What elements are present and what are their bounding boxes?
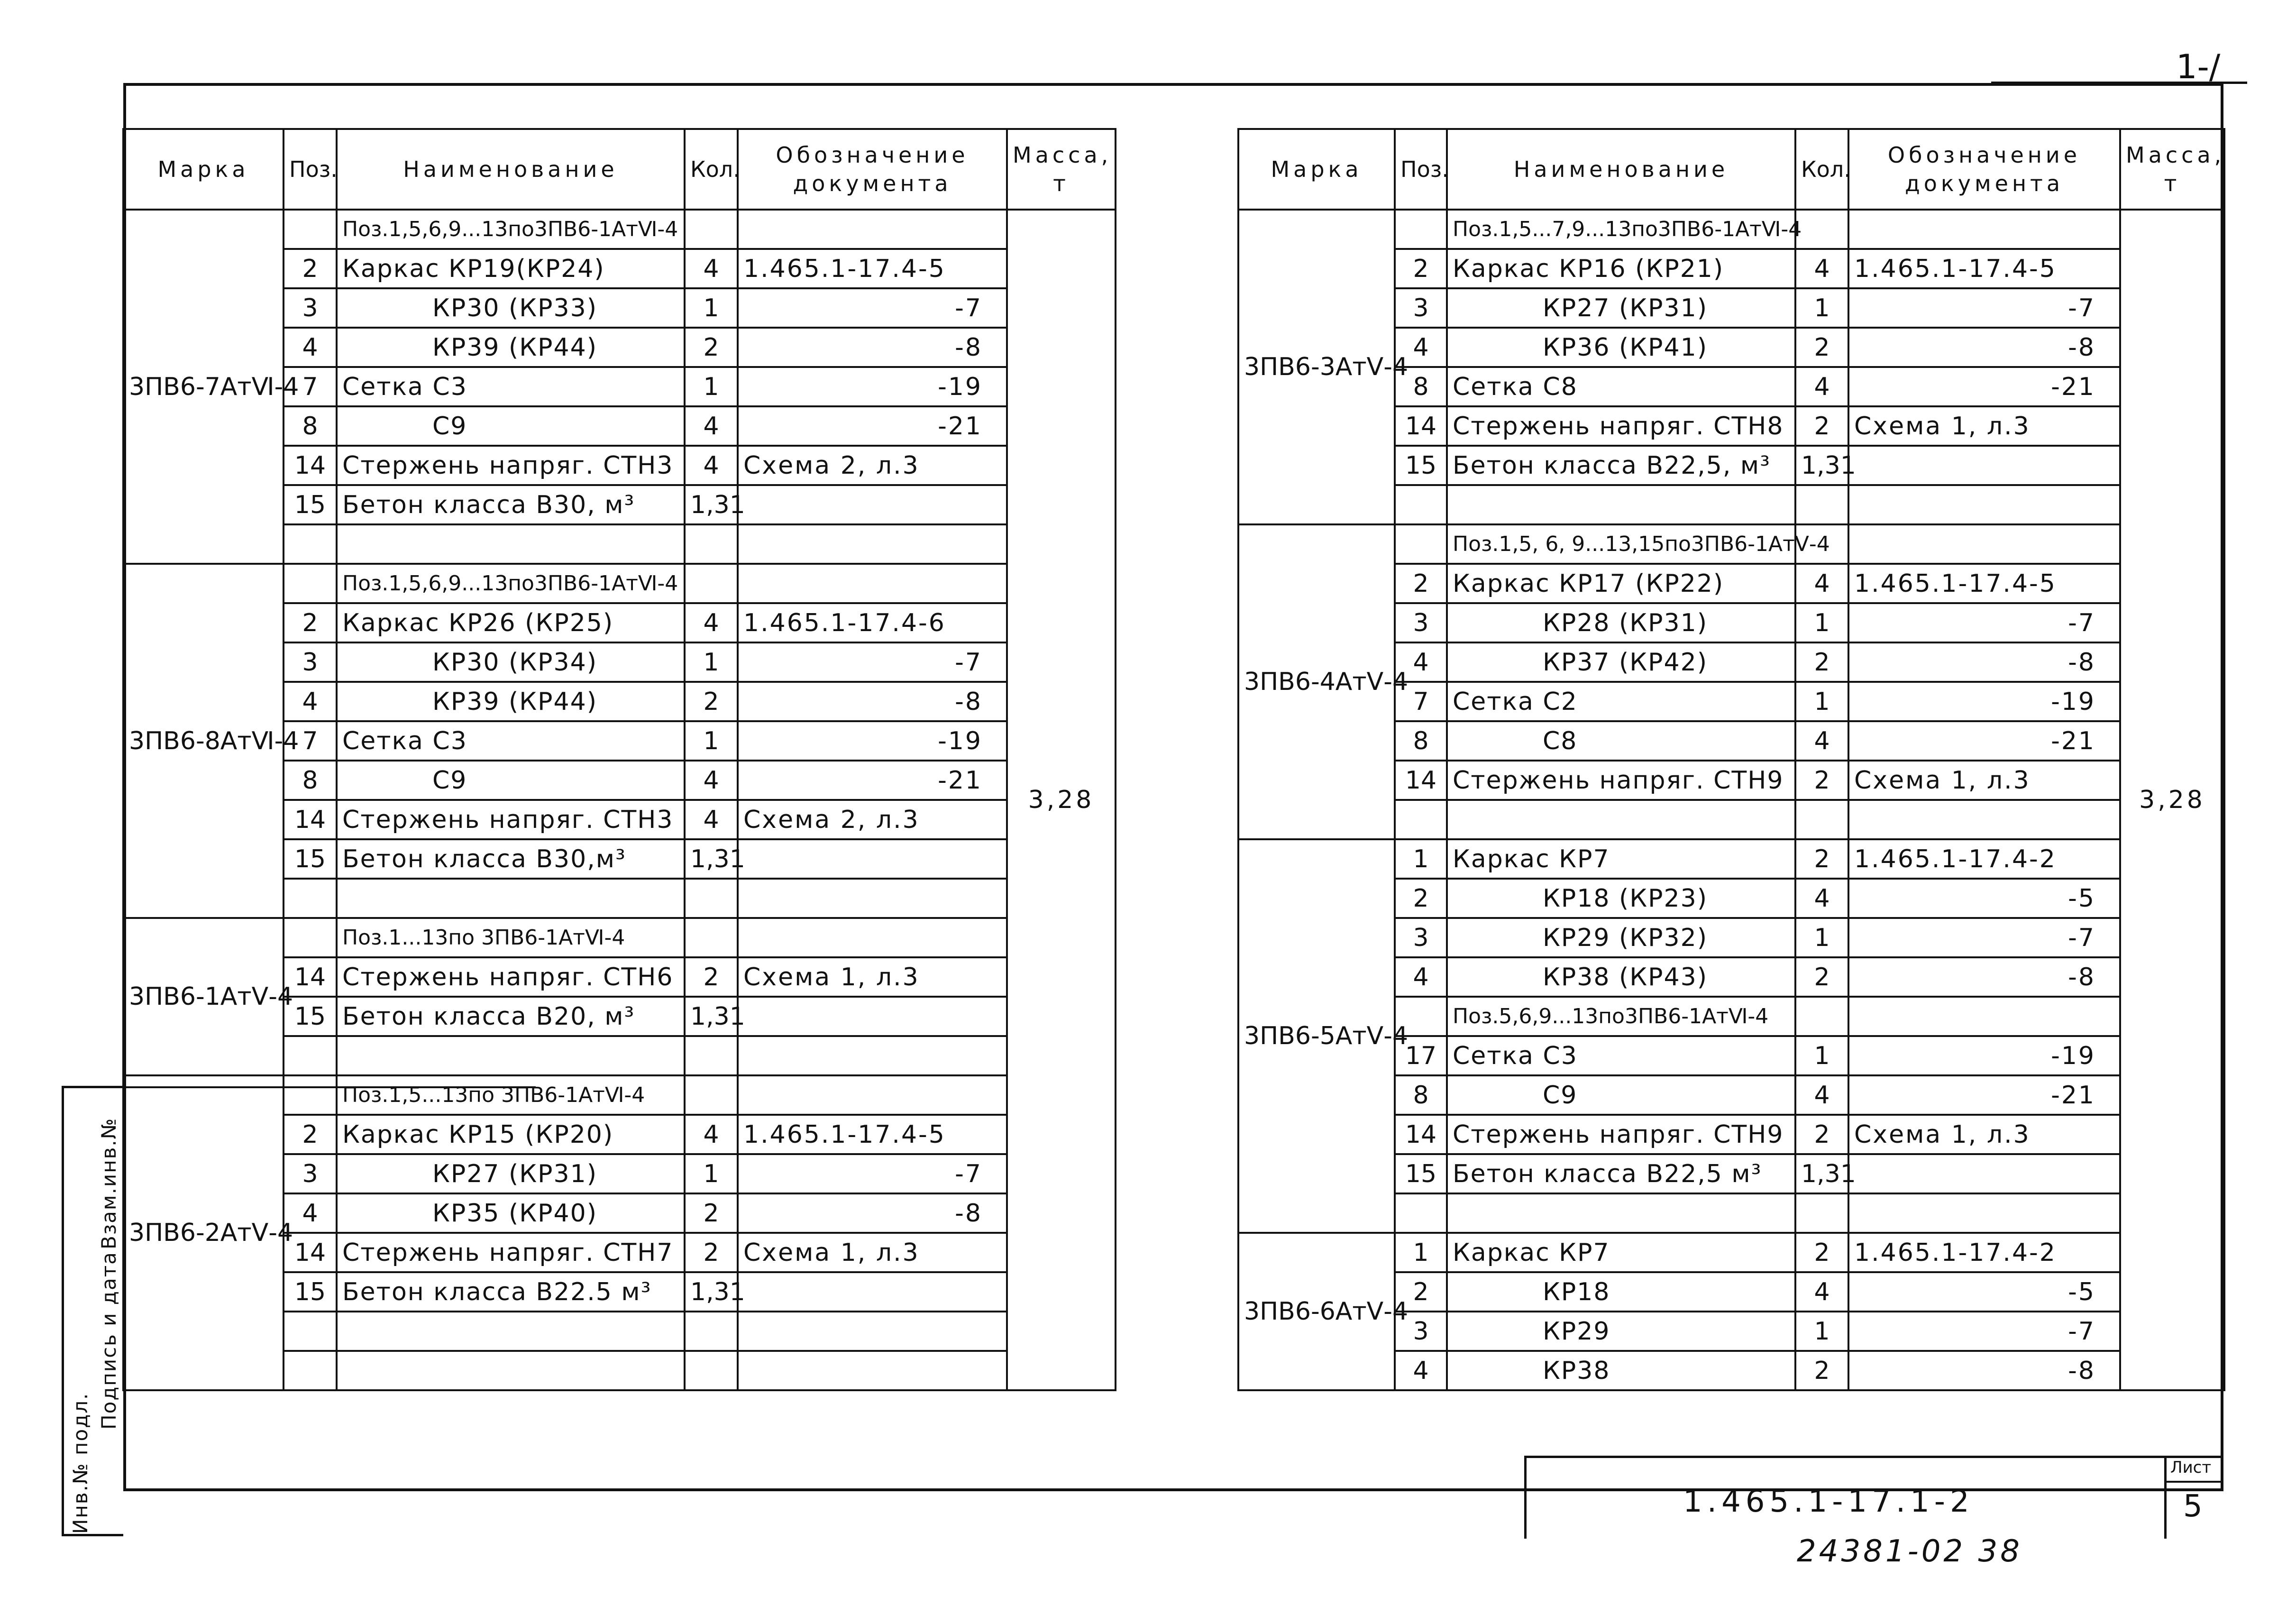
title-block — [1524, 1456, 2221, 1539]
name-cell: КР27 (КР31) — [337, 1154, 685, 1193]
position-cell — [1395, 524, 1447, 564]
name-cell: КР27 (КР31) — [1447, 288, 1795, 328]
quantity-cell — [685, 1312, 738, 1351]
col-header-qty: Кол. — [685, 129, 738, 210]
document-cell: 1.465.1-17.4-6 — [738, 603, 1007, 642]
document-cell: Схема 1, л.3 — [1848, 406, 2120, 446]
position-cell: 15 — [284, 1272, 337, 1312]
name-cell: С9 — [337, 761, 685, 800]
archive-number: 24381-02 38 — [1797, 1534, 2022, 1569]
position-cell — [1395, 800, 1447, 839]
quantity-cell: 2 — [1795, 642, 1848, 682]
document-cell: 1.465.1-17.4-2 — [1848, 839, 2120, 879]
document-cell — [738, 879, 1007, 918]
name-cell: Стержень напряг. СТН9 — [1447, 761, 1795, 800]
position-cell: 3 — [284, 1154, 337, 1193]
document-cell: -21 — [1848, 721, 2120, 761]
name-cell — [337, 1036, 685, 1075]
name-cell: КР30 (КР33) — [337, 288, 685, 328]
quantity-cell: 4 — [685, 1115, 738, 1154]
sheet-number: 5 — [2183, 1489, 2203, 1524]
document-cell — [738, 524, 1007, 564]
quantity-cell: 1 — [685, 642, 738, 682]
quantity-cell — [685, 524, 738, 564]
quantity-cell — [685, 1351, 738, 1390]
position-cell: 15 — [284, 997, 337, 1036]
quantity-cell: 4 — [685, 761, 738, 800]
name-cell — [337, 524, 685, 564]
document-cell: -19 — [738, 367, 1007, 406]
document-cell: Схема 1, л.3 — [1848, 761, 2120, 800]
position-cell: 2 — [284, 249, 337, 288]
quantity-cell: 1 — [1795, 682, 1848, 721]
position-cell: 2 — [284, 1115, 337, 1154]
position-cell: 15 — [284, 839, 337, 879]
document-cell: 1.465.1-17.4-5 — [738, 1115, 1007, 1154]
quantity-cell: 4 — [1795, 367, 1848, 406]
document-cell — [1848, 997, 2120, 1036]
col-header-name: Наименование — [337, 129, 685, 210]
document-cell: -5 — [1848, 1272, 2120, 1312]
side-stamp — [62, 1086, 123, 1536]
document-cell: -5 — [1848, 879, 2120, 918]
quantity-cell — [685, 210, 738, 249]
document-cell: -7 — [738, 1154, 1007, 1193]
position-cell: 4 — [1395, 1351, 1447, 1390]
col-header-marka: Марка — [123, 129, 284, 210]
name-cell: Стержень напряг. СТН3 — [337, 800, 685, 839]
quantity-cell: 2 — [1795, 839, 1848, 879]
col-header-name: Наименование — [1447, 129, 1795, 210]
document-cell: Схема 1, л.3 — [1848, 1115, 2120, 1154]
quantity-cell: 1,31 — [1795, 1154, 1848, 1193]
quantity-cell: 1 — [1795, 1036, 1848, 1075]
quantity-cell: 2 — [1795, 406, 1848, 446]
name-cell: КР30 (КР34) — [337, 642, 685, 682]
position-cell: 14 — [284, 446, 337, 485]
table-row — [123, 1075, 1116, 1115]
position-cell: 4 — [1395, 328, 1447, 367]
position-cell — [284, 524, 337, 564]
position-cell: 14 — [284, 957, 337, 997]
name-cell: Каркас КР7 — [1447, 839, 1795, 879]
document-cell — [1848, 524, 2120, 564]
position-cell: 1 — [1395, 1233, 1447, 1272]
position-cell: 4 — [284, 682, 337, 721]
document-cell: 1.465.1-17.4-2 — [1848, 1233, 2120, 1272]
position-cell: 1 — [1395, 839, 1447, 879]
name-cell: Поз.1,5,6,9...13по3ПВ6-1АтⅥ-4 — [337, 564, 685, 603]
name-cell: Стержень напряг. СТН8 — [1447, 406, 1795, 446]
quantity-cell: 4 — [1795, 249, 1848, 288]
quantity-cell — [1795, 485, 1848, 524]
document-cell: -7 — [1848, 918, 2120, 957]
right-spec-table — [1237, 128, 2225, 1391]
name-cell: Поз.1,5, 6, 9...13,15по3ПВ6-1АтⅤ-4 — [1447, 524, 1795, 564]
marka-cell: 3ПВ6-6АтⅤ-4 — [1238, 1233, 1395, 1390]
document-cell — [738, 1036, 1007, 1075]
document-cell: -7 — [1848, 1312, 2120, 1351]
document-cell: -8 — [1848, 328, 2120, 367]
quantity-cell: 2 — [685, 957, 738, 997]
name-cell: Стержень напряг. СТН9 — [1447, 1115, 1795, 1154]
name-cell — [337, 1312, 685, 1351]
name-cell — [1447, 485, 1795, 524]
quantity-cell: 4 — [1795, 879, 1848, 918]
name-cell: КР28 (КР31) — [1447, 603, 1795, 642]
side-stamp-inv: Инв.№ подл. — [69, 1392, 92, 1534]
quantity-cell: 2 — [685, 1233, 738, 1272]
name-cell: Бетон класса В22,5 м³ — [1447, 1154, 1795, 1193]
name-cell: Стержень напряг. СТН6 — [337, 957, 685, 997]
document-cell — [738, 918, 1007, 957]
name-cell: Бетон класса В22.5 м³ — [337, 1272, 685, 1312]
quantity-cell: 1,31 — [685, 1272, 738, 1312]
marka-cell: 3ПВ6-4АтⅤ-4 — [1238, 524, 1395, 839]
sheet-label: Лист — [2170, 1458, 2212, 1477]
name-cell: Поз.1,5,6,9...13по3ПВ6-1АтⅥ-4 — [337, 210, 685, 249]
quantity-cell: 2 — [1795, 761, 1848, 800]
document-cell: Схема 2, л.3 — [738, 446, 1007, 485]
position-cell: 2 — [1395, 564, 1447, 603]
name-cell: КР37 (КР42) — [1447, 642, 1795, 682]
table-row — [123, 918, 1116, 957]
document-cell: -8 — [738, 682, 1007, 721]
document-cell — [1848, 485, 2120, 524]
quantity-cell: 1 — [685, 1154, 738, 1193]
name-cell: КР35 (КР40) — [337, 1193, 685, 1233]
position-cell — [1395, 1193, 1447, 1233]
name-cell: КР38 (КР43) — [1447, 957, 1795, 997]
position-cell: 2 — [1395, 879, 1447, 918]
name-cell — [337, 879, 685, 918]
quantity-cell: 2 — [685, 328, 738, 367]
name-cell: Сетка С3 — [337, 367, 685, 406]
position-cell — [1395, 485, 1447, 524]
position-cell: 3 — [1395, 1312, 1447, 1351]
position-cell: 3 — [1395, 603, 1447, 642]
quantity-cell: 1 — [685, 288, 738, 328]
name-cell: КР38 — [1447, 1351, 1795, 1390]
quantity-cell: 1,31 — [685, 997, 738, 1036]
document-cell: -7 — [738, 642, 1007, 682]
table-row — [1238, 839, 2224, 879]
name-cell: КР36 (КР41) — [1447, 328, 1795, 367]
position-cell: 14 — [284, 800, 337, 839]
document-cell: 1.465.1-17.4-5 — [738, 249, 1007, 288]
position-cell — [284, 210, 337, 249]
name-cell — [337, 1351, 685, 1390]
document-cell: -7 — [1848, 603, 2120, 642]
name-cell: Бетон класса В30, м³ — [337, 485, 685, 524]
quantity-cell: 2 — [1795, 1233, 1848, 1272]
position-cell: 2 — [1395, 1272, 1447, 1312]
position-cell: 8 — [1395, 721, 1447, 761]
document-cell — [738, 1312, 1007, 1351]
position-cell — [284, 1351, 337, 1390]
quantity-cell: 2 — [1795, 1351, 1848, 1390]
name-cell — [1447, 800, 1795, 839]
quantity-cell: 1 — [1795, 918, 1848, 957]
quantity-cell: 4 — [685, 406, 738, 446]
document-cell — [738, 1075, 1007, 1115]
document-cell — [738, 210, 1007, 249]
position-cell — [284, 1312, 337, 1351]
left-spec-table — [122, 128, 1116, 1391]
document-cell: Схема 2, л.3 — [738, 800, 1007, 839]
document-cell: -8 — [738, 1193, 1007, 1233]
name-cell: КР29 (КР32) — [1447, 918, 1795, 957]
position-cell: 8 — [1395, 367, 1447, 406]
quantity-cell — [1795, 800, 1848, 839]
position-cell: 7 — [1395, 682, 1447, 721]
document-cell — [1848, 446, 2120, 485]
name-cell: Каркас КР15 (КР20) — [337, 1115, 685, 1154]
position-cell: 14 — [1395, 1115, 1447, 1154]
marka-cell: 3ПВ6-7АтⅥ-4 — [123, 210, 284, 564]
position-cell: 3 — [1395, 288, 1447, 328]
document-cell: -8 — [1848, 957, 2120, 997]
position-cell: 2 — [284, 603, 337, 642]
document-cell: -8 — [1848, 642, 2120, 682]
col-header-pos: Поз. — [284, 129, 337, 210]
name-cell: Поз.5,6,9...13по3ПВ6-1АтⅥ-4 — [1447, 997, 1795, 1036]
quantity-cell — [685, 564, 738, 603]
position-cell: 2 — [1395, 249, 1447, 288]
document-cell — [1848, 1193, 2120, 1233]
document-code: 1.465.1-17.1-2 — [1683, 1484, 1974, 1519]
col-header-qty: Кол. — [1795, 129, 1848, 210]
col-header-doc: Обозначение документа — [1848, 129, 2120, 210]
quantity-cell: 1,31 — [685, 485, 738, 524]
col-header-pos: Поз. — [1395, 129, 1447, 210]
quantity-cell — [1795, 1193, 1848, 1233]
document-cell: Схема 1, л.3 — [738, 957, 1007, 997]
name-cell: Каркас КР26 (КР25) — [337, 603, 685, 642]
col-header-mass: Масса, т — [2120, 129, 2224, 210]
side-stamp-vzam: Взам.инв.№ — [97, 1117, 120, 1249]
position-cell: 3 — [1395, 918, 1447, 957]
name-cell: Каркас КР7 — [1447, 1233, 1795, 1272]
position-cell: 7 — [284, 721, 337, 761]
name-cell: Каркас КР17 (КР22) — [1447, 564, 1795, 603]
corner-mark: 1-/ — [2176, 47, 2221, 86]
document-cell: -8 — [1848, 1351, 2120, 1390]
mass-cell: 3,28 — [2120, 210, 2224, 1390]
name-cell: Поз.1,5...7,9...13по3ПВ6-1АтⅥ-4 — [1447, 210, 1795, 249]
quantity-cell: 1 — [1795, 288, 1848, 328]
position-cell — [284, 1036, 337, 1075]
position-cell: 7 — [284, 367, 337, 406]
quantity-cell: 1,31 — [1795, 446, 1848, 485]
side-stamp-sign: Подпись и дата — [97, 1251, 120, 1430]
name-cell: КР39 (КР44) — [337, 682, 685, 721]
quantity-cell: 2 — [685, 1193, 738, 1233]
name-cell: Каркас КР19(КР24) — [337, 249, 685, 288]
name-cell: Сетка С2 — [1447, 682, 1795, 721]
quantity-cell: 2 — [1795, 1115, 1848, 1154]
quantity-cell — [1795, 210, 1848, 249]
name-cell: Сетка С3 — [1447, 1036, 1795, 1075]
name-cell: Сетка С3 — [337, 721, 685, 761]
document-cell: 1.465.1-17.4-5 — [1848, 249, 2120, 288]
document-cell: -7 — [1848, 288, 2120, 328]
sheet-box — [2164, 1458, 2221, 1539]
name-cell: КР29 — [1447, 1312, 1795, 1351]
quantity-cell: 2 — [1795, 957, 1848, 997]
quantity-cell: 1 — [685, 367, 738, 406]
position-cell: 4 — [284, 1193, 337, 1233]
quantity-cell: 4 — [1795, 721, 1848, 761]
name-cell: Каркас КР16 (КР21) — [1447, 249, 1795, 288]
table-row — [1238, 1233, 2224, 1272]
position-cell: 3 — [284, 288, 337, 328]
position-cell: 3 — [284, 642, 337, 682]
marka-cell: 3ПВ6-3АтⅤ-4 — [1238, 210, 1395, 524]
position-cell: 8 — [1395, 1075, 1447, 1115]
name-cell: С9 — [337, 406, 685, 446]
position-cell: 15 — [1395, 446, 1447, 485]
position-cell: 14 — [1395, 406, 1447, 446]
document-cell — [738, 1351, 1007, 1390]
marka-cell: 3ПВ6-2АтⅤ-4 — [123, 1075, 284, 1390]
name-cell: Бетон класса В30,м³ — [337, 839, 685, 879]
quantity-cell: 4 — [685, 800, 738, 839]
name-cell: Сетка С8 — [1447, 367, 1795, 406]
col-header-marka: Марка — [1238, 129, 1395, 210]
name-cell: Поз.1...13по 3ПВ6-1АтⅥ-4 — [337, 918, 685, 957]
document-cell — [738, 997, 1007, 1036]
document-cell: -19 — [738, 721, 1007, 761]
document-cell: -19 — [1848, 682, 2120, 721]
position-cell: 8 — [284, 406, 337, 446]
quantity-cell: 4 — [685, 249, 738, 288]
quantity-cell: 4 — [1795, 564, 1848, 603]
position-cell: 4 — [1395, 957, 1447, 997]
name-cell: С9 — [1447, 1075, 1795, 1115]
position-cell: 8 — [284, 761, 337, 800]
table-row — [123, 564, 1116, 603]
document-cell — [738, 1272, 1007, 1312]
document-cell: -21 — [738, 761, 1007, 800]
marka-cell: 3ПВ6-8АтⅥ-4 — [123, 564, 284, 918]
position-cell: 14 — [284, 1233, 337, 1272]
col-header-doc: Обозначение документа — [738, 129, 1007, 210]
document-cell: -21 — [1848, 1075, 2120, 1115]
document-cell — [738, 485, 1007, 524]
table-row — [123, 210, 1116, 249]
mass-cell: 3,28 — [1007, 210, 1116, 1390]
position-cell: 17 — [1395, 1036, 1447, 1075]
document-cell — [738, 564, 1007, 603]
name-cell: Стержень напряг. СТН7 — [337, 1233, 685, 1272]
document-cell: -8 — [738, 328, 1007, 367]
name-cell: Стержень напряг. СТН3 — [337, 446, 685, 485]
marka-cell: 3ПВ6-5АтⅤ-4 — [1238, 839, 1395, 1233]
quantity-cell: 1 — [1795, 603, 1848, 642]
name-cell: С8 — [1447, 721, 1795, 761]
table-row — [1238, 524, 2224, 564]
quantity-cell: 4 — [1795, 1272, 1848, 1312]
document-cell: -7 — [738, 288, 1007, 328]
position-cell — [284, 918, 337, 957]
quantity-cell: 4 — [685, 603, 738, 642]
document-cell: Схема 1, л.3 — [738, 1233, 1007, 1272]
position-cell: 4 — [1395, 642, 1447, 682]
quantity-cell — [685, 879, 738, 918]
col-header-mass: Масса, т — [1007, 129, 1116, 210]
document-cell — [1848, 210, 2120, 249]
quantity-cell: 4 — [685, 446, 738, 485]
quantity-cell: 2 — [685, 682, 738, 721]
document-cell: -19 — [1848, 1036, 2120, 1075]
position-cell: 14 — [1395, 761, 1447, 800]
quantity-cell — [685, 1036, 738, 1075]
name-cell: Бетон класса В22,5, м³ — [1447, 446, 1795, 485]
marka-cell: 3ПВ6-1АтⅤ-4 — [123, 918, 284, 1075]
document-cell: -21 — [738, 406, 1007, 446]
name-cell: КР18 — [1447, 1272, 1795, 1312]
quantity-cell: 1 — [685, 721, 738, 761]
quantity-cell — [1795, 997, 1848, 1036]
position-cell: 4 — [284, 328, 337, 367]
quantity-cell: 1 — [1795, 1312, 1848, 1351]
position-cell — [284, 1075, 337, 1115]
document-cell: 1.465.1-17.4-5 — [1848, 564, 2120, 603]
position-cell — [284, 879, 337, 918]
position-cell: 15 — [1395, 1154, 1447, 1193]
position-cell — [284, 564, 337, 603]
quantity-cell: 1,31 — [685, 839, 738, 879]
quantity-cell — [685, 1075, 738, 1115]
name-cell: КР39 (КР44) — [337, 328, 685, 367]
position-cell — [1395, 210, 1447, 249]
quantity-cell — [685, 918, 738, 957]
quantity-cell: 2 — [1795, 328, 1848, 367]
document-cell — [1848, 1154, 2120, 1193]
name-cell: КР18 (КР23) — [1447, 879, 1795, 918]
document-cell — [1848, 800, 2120, 839]
position-cell: 15 — [284, 485, 337, 524]
name-cell: Бетон класса В20, м³ — [337, 997, 685, 1036]
document-cell — [738, 839, 1007, 879]
quantity-cell: 4 — [1795, 1075, 1848, 1115]
name-cell: Поз.1,5...13по 3ПВ6-1АтⅥ-4 — [337, 1075, 685, 1115]
table-row — [1238, 210, 2224, 249]
document-cell: -21 — [1848, 367, 2120, 406]
name-cell — [1447, 1193, 1795, 1233]
